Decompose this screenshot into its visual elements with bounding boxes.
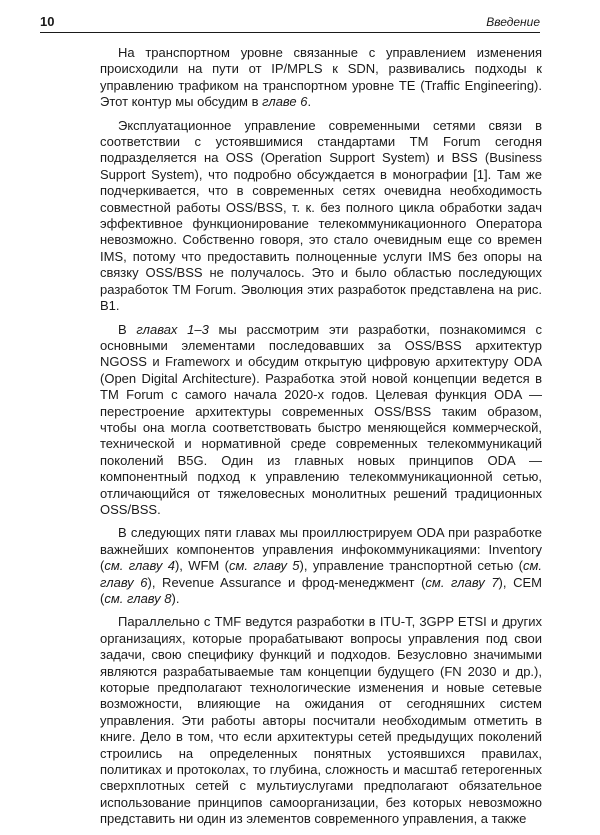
italic-reference: см. главу 7 bbox=[425, 574, 499, 590]
text-run: Параллельно с TMF ведутся разработки в ITU-T, 3GPP ETSI и других организациях, которые прорабатывают вопросы управления под свои задачи, свою специфику функций и подходов. Безусловно значимыми являются разрабатываемые там концепции будущего (FN 2030 и др.), которые предполагают технологические изменения и новые сетевые возможности, влияющие на ожидания от сегодняшних систем управления. Эти работы авторы посчитали необходимым отметить в книге. Дело в том, что если архитектуры сетей предыдущих поколений строились на определенных понятных устоявшихся правилах, политиках и протоколах, то глубина, сложность и масштаб гетерогенных сверхплотных сетей с мультиуслугами предполагают обязательное использование принципов самоорганизации, без которых невозможно представить ни один из элементов современного управления, а также bbox=[100, 614, 542, 827]
text-run: В следующих пяти главах мы проиллюстрируем ODA при разработке важнейших компонентов управления инфокоммуникациями: Inventory ( bbox=[100, 525, 542, 574]
text-run: ), WFM ( bbox=[174, 558, 229, 574]
italic-reference: см. главу 6 bbox=[100, 558, 542, 590]
paragraph-3 bbox=[100, 322, 542, 519]
running-title: Введение bbox=[486, 15, 540, 29]
italic-reference: см. главу 5 bbox=[228, 558, 300, 574]
text-run: Эксплуатационное управление современными сетями связи в соответствии с устоявшимися стандартами TM Forum сегодня подразделяется на OSS (Operation Support System) и BSS (Business Support System), что подробно обсуждается в монографии [1]. Там же подчеркивается, что в современных сетях очевидна необходимость совместной работы OSS/BSS, т. к. без полного цикла обработки задач эффективное функционирование телекоммуникационного Оператора невозможно. Собственно говоря, это стало очевидным еще со времен IMS, потому что предоставить полноценные услуги IMS без опоры на связку OSS/BSS не получалось. Это и было областью последующих разработок TM Forum. Эволюция этих разработок представлена на рис. В1. bbox=[100, 117, 542, 314]
main-text bbox=[100, 45, 542, 835]
paragraph-1 bbox=[100, 45, 542, 111]
text-run: ), управление транспортной сетью ( bbox=[299, 558, 523, 574]
italic-reference: главе 6 bbox=[262, 94, 308, 110]
italic-reference: см. главу 4 bbox=[104, 558, 175, 574]
text-run: ), Revenue Assurance и фрод-менеджмент ( bbox=[147, 574, 426, 590]
text-run: ). bbox=[171, 591, 180, 606]
text-run: . bbox=[307, 94, 312, 110]
italic-reference: см. главу 8 bbox=[104, 591, 172, 606]
paragraph-5 bbox=[100, 614, 542, 827]
text-run: ), CEM ( bbox=[100, 574, 542, 606]
text-run: В bbox=[118, 321, 137, 337]
paragraph-2 bbox=[100, 118, 542, 315]
text-run: мы рассмотрим эти разработки, познакомимся с основными элементами последовавших за OSS/BSS архитектур NGOSS и Frameworx и обсудим открытую цифровую архитектуру ODA (Open Digital Architecture). Разработка этой новой концепции ведется в TM Forum с самого начала 2020-х годов. Целевая функция ODA — перестроение архитектуры современных OSS/BSS таким образом, чтобы она могла соответствовать быстро меняющейся коммерческой, технической и нормативной среде современных телекоммуникаций поколений B5G. Один из главных новых принципов ODA — компонентный подход к управлению телекоммуникационной сетью, отличающийся от тяжеловесных монолитных решений традиционных OSS/BSS. bbox=[100, 321, 542, 517]
page-number: 10 bbox=[40, 14, 55, 29]
text-run: На транспортном уровне связанные с управлением изменения происходили на пути от IP/MPLS к SDN, развивались подходы к управлению трафиком на транспортном уровне TE (Traffic Engineering). Этот контур мы обсудим в bbox=[100, 45, 542, 110]
page-header bbox=[40, 14, 540, 33]
italic-reference: главах 1–3 bbox=[136, 321, 209, 337]
paragraph-4 bbox=[100, 525, 542, 607]
